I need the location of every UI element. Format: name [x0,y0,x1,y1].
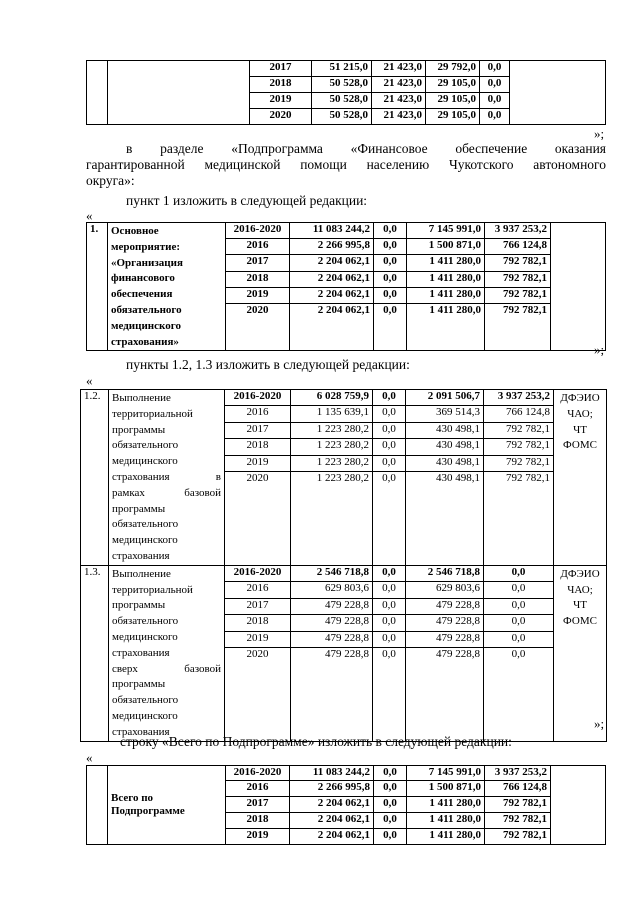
name-line: обязательного [112,694,179,707]
value-cell: 2 204 062,1 [290,797,374,813]
executor-line: ФОМС [563,439,597,452]
value-cell: 3 937 253,2 [485,766,551,781]
value-cell: 1 411 280,0 [407,797,485,813]
value-cell: 2 204 062,1 [290,813,374,829]
value-cell: 0,0 [484,631,554,647]
value-cell: 430 498,1 [406,455,484,471]
year-cell: 2016 [225,582,291,598]
name-line: страхования [112,646,170,659]
value-cell: 0,0 [373,565,406,581]
value-cell: 0,0 [374,239,407,255]
year-cell: 2017 [250,61,312,77]
value-cell: 766 124,8 [484,406,554,422]
name-line: территориальной [112,407,193,420]
year-cell: 2018 [250,77,312,93]
value-cell: 29 105,0 [426,93,480,109]
executor-line: ДФЭИО [560,567,600,580]
name-line: обязательного [112,518,179,531]
executor-cell [551,223,606,351]
value-cell: 479 228,8 [406,615,484,631]
value-cell: 479 228,8 [291,598,373,614]
value-cell: 0,0 [374,766,407,781]
year-cell: 2016-2020 [226,223,290,239]
value-cell: 792 782,1 [485,813,551,829]
value-cell: 21 423,0 [372,109,426,125]
executor-line: ЧТ [573,423,587,436]
value-cell: 2 204 062,1 [290,271,374,287]
closing-quote: »; [594,342,605,357]
table-total [86,765,606,845]
value-cell: 1 223 280,2 [291,439,373,455]
name-line: страхования [112,725,170,738]
paragraph-line: округа»: [86,173,135,188]
item-name [109,565,225,741]
value-cell: 0,0 [373,390,406,406]
value-cell: 369 514,3 [406,406,484,422]
year-cell: 2018 [225,439,291,455]
closing-quote: »; [594,716,605,731]
year-cell: 2019 [225,455,291,471]
executor-line: ДФЭИО [560,392,600,404]
value-cell: 2 546 718,8 [291,565,373,581]
value-cell: 0,0 [374,813,407,829]
paragraph-subprogram [86,141,606,189]
value-cell: 430 498,1 [406,439,484,455]
name-line: сверх базовой [112,662,221,675]
item-name [108,223,226,351]
value-cell: 29 105,0 [426,109,480,125]
value-cell: 0,0 [484,648,554,741]
paragraph-line: гарантированной медицинской помощи населению Чукотского автономного [86,157,606,172]
value-cell: 0,0 [374,271,407,287]
name-line: программы [112,502,166,515]
executor-cell [510,61,606,125]
paragraph-line: в разделе «Подпрограмма «Финансовое обеспечение оказания [126,141,606,156]
name-line: медицинского [112,630,178,643]
value-cell: 0,0 [373,648,406,741]
year-cell: 2019 [250,93,312,109]
name-line: Выполнение [112,392,171,404]
value-cell: 2 204 062,1 [290,287,374,303]
value-cell: 1 223 280,2 [291,455,373,471]
executor-line: ЧАО; [567,583,593,596]
year-cell: 2018 [226,813,290,829]
year-cell: 2017 [225,598,291,614]
name-line: медицинского [112,455,178,468]
value-cell: 0,0 [373,631,406,647]
name-line: программы [112,599,166,612]
table-top-continuation [86,60,606,125]
closing-quote: »; [594,126,605,141]
value-cell: 29 105,0 [426,77,480,93]
name-line: Основное [111,225,159,237]
value-cell: 2 266 995,8 [290,781,374,797]
year-cell: 2019 [226,829,290,845]
executor-cell [554,390,607,566]
total-label [108,766,226,845]
value-cell: 50 528,0 [312,77,372,93]
value-cell: 792 782,1 [485,303,551,351]
value-cell: 1 411 280,0 [407,271,485,287]
value-cell: 479 228,8 [406,631,484,647]
value-cell: 3 937 253,2 [484,390,554,406]
value-cell: 430 498,1 [406,422,484,438]
executor-cell [551,766,606,845]
item-number: 1.3. [81,565,109,741]
executor-line: ЧТ [573,599,587,612]
year-cell: 2020 [225,648,291,741]
value-cell: 792 782,1 [484,422,554,438]
value-cell: 7 145 991,0 [407,766,485,781]
value-cell: 792 782,1 [485,255,551,271]
value-cell: 1 500 871,0 [407,781,485,797]
value-cell: 0,0 [484,615,554,631]
value-cell: 29 792,0 [426,61,480,77]
value-cell: 0,0 [373,422,406,438]
value-cell: 792 782,1 [485,271,551,287]
name-line: страхования [112,549,170,562]
value-cell: 2 204 062,1 [290,255,374,271]
name-line: программы [112,423,166,436]
value-cell: 1 411 280,0 [407,287,485,303]
name-line: рамках базовой [112,486,221,499]
value-cell: 0,0 [373,472,406,565]
year-cell: 2017 [226,797,290,813]
value-cell: 0,0 [373,582,406,598]
year-cell: 2016 [226,239,290,255]
name-line: Выполнение [112,567,171,580]
value-cell: 479 228,8 [291,648,373,741]
year-cell: 2020 [225,472,291,565]
table-items-12-13 [80,389,607,742]
instruction-items-12-13: пункты 1.2, 1.3 изложить в следующей редакции: [126,357,410,372]
name-cell [108,61,250,125]
year-cell: 2016-2020 [226,766,290,781]
name-line: страхования» [111,335,179,348]
year-cell: 2017 [225,422,291,438]
value-cell: 0,0 [374,255,407,271]
opening-quote: « [86,750,93,765]
value-cell: 0,0 [374,781,407,797]
name-line: обеспечения [111,288,173,301]
value-cell: 1 223 280,2 [291,422,373,438]
opening-quote: « [86,373,93,388]
value-cell: 479 228,8 [291,615,373,631]
value-cell: 3 937 253,2 [485,223,551,239]
year-cell: 2018 [226,271,290,287]
name-line: финансового [111,272,175,285]
value-cell: 792 782,1 [485,797,551,813]
executor-line: ФОМС [563,615,597,628]
number-cell [87,766,108,845]
value-cell: 1 411 280,0 [407,813,485,829]
value-cell: 0,0 [484,582,554,598]
value-cell: 1 411 280,0 [407,829,485,845]
value-cell: 792 782,1 [485,829,551,845]
instruction-total: строку «Всего по Подпрограмме» изложить в следующей редакции: [120,734,512,749]
name-line: программы [112,678,166,691]
value-cell: 0,0 [374,287,407,303]
value-cell: 21 423,0 [372,61,426,77]
label-line: Всего по [111,792,154,804]
name-line: обязательного [111,303,182,316]
number-cell [87,61,108,125]
value-cell: 2 204 062,1 [290,829,374,845]
value-cell: 0,0 [374,223,407,239]
value-cell: 629 803,6 [291,582,373,598]
item-number: 1.2. [81,390,109,566]
value-cell: 0,0 [374,303,407,351]
value-cell: 1 411 280,0 [407,255,485,271]
value-cell: 1 135 639,1 [291,406,373,422]
value-cell: 479 228,8 [291,631,373,647]
name-line: территориальной [112,583,193,596]
name-line: страхования в [112,470,221,483]
value-cell: 0,0 [374,797,407,813]
value-cell: 2 204 062,1 [290,303,374,351]
year-cell: 2016 [226,781,290,797]
value-cell: 2 091 506,7 [406,390,484,406]
value-cell: 0,0 [480,109,510,125]
value-cell: 792 782,1 [484,472,554,565]
year-cell: 2018 [225,615,291,631]
value-cell: 50 528,0 [312,93,372,109]
value-cell: 50 528,0 [312,109,372,125]
executor-cell [554,565,607,741]
value-cell: 0,0 [480,93,510,109]
instruction-item1: пункт 1 изложить в следующей редакции: [126,193,368,208]
value-cell: 0,0 [373,598,406,614]
value-cell: 0,0 [480,77,510,93]
name-line: медицинского [112,534,178,547]
year-cell: 2017 [226,255,290,271]
value-cell: 766 124,8 [485,239,551,255]
value-cell: 1 223 280,2 [291,472,373,565]
name-line: обязательного [112,439,179,452]
value-cell: 792 782,1 [484,439,554,455]
value-cell: 0,0 [484,565,554,581]
name-line: медицинского [111,319,181,332]
name-line: мероприятие: [111,240,181,253]
value-cell: 479 228,8 [406,598,484,614]
table-item-1 [86,222,606,351]
value-cell: 0,0 [373,455,406,471]
executor-line: ЧАО; [567,407,593,420]
year-cell: 2020 [250,109,312,125]
opening-quote: « [86,208,93,223]
value-cell: 479 228,8 [406,648,484,741]
name-line: «Организация [111,256,183,269]
name-line: обязательного [112,615,179,628]
value-cell: 51 215,0 [312,61,372,77]
value-cell: 11 083 244,2 [290,223,374,239]
year-cell: 2019 [225,631,291,647]
year-cell: 2016 [225,406,291,422]
value-cell: 0,0 [373,615,406,631]
value-cell: 2 266 995,8 [290,239,374,255]
year-cell: 2016-2020 [225,565,291,581]
year-cell: 2019 [226,287,290,303]
value-cell: 21 423,0 [372,93,426,109]
value-cell: 7 145 991,0 [407,223,485,239]
name-line: медицинского [112,709,178,722]
value-cell: 2 546 718,8 [406,565,484,581]
value-cell: 21 423,0 [372,77,426,93]
value-cell: 11 083 244,2 [290,766,374,781]
item-name [109,390,225,566]
label-line: Подпрограмме [111,805,185,817]
value-cell: 0,0 [373,439,406,455]
value-cell: 1 411 280,0 [407,303,485,351]
year-cell: 2020 [226,303,290,351]
value-cell: 0,0 [484,598,554,614]
value-cell: 766 124,8 [485,781,551,797]
item-number: 1. [87,223,108,351]
value-cell: 792 782,1 [485,287,551,303]
value-cell: 0,0 [373,406,406,422]
value-cell: 792 782,1 [484,455,554,471]
value-cell: 0,0 [374,829,407,845]
value-cell: 6 028 759,9 [291,390,373,406]
value-cell: 629 803,6 [406,582,484,598]
value-cell: 1 500 871,0 [407,239,485,255]
year-cell: 2016-2020 [225,390,291,406]
value-cell: 0,0 [480,61,510,77]
value-cell: 430 498,1 [406,472,484,565]
